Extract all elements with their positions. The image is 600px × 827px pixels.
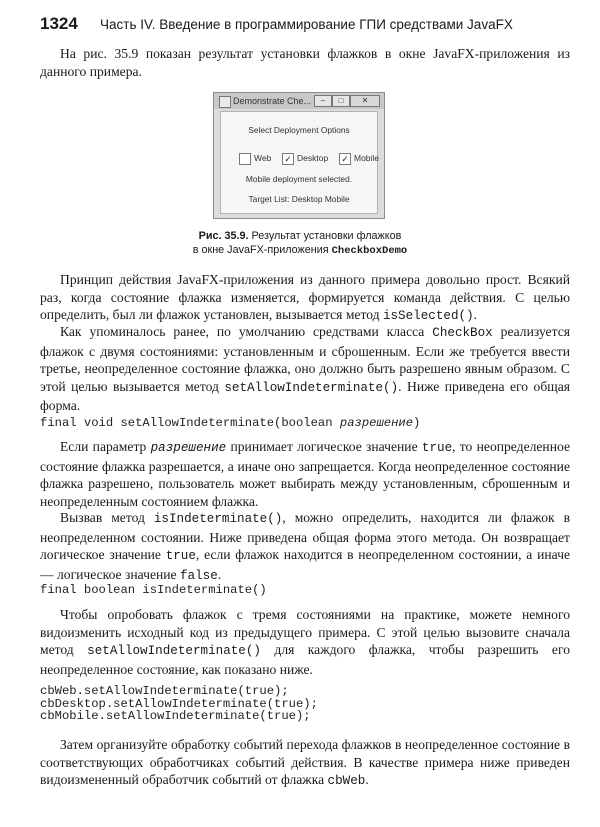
code1-suffix: ) [413,416,421,430]
p3-param: разрешение [150,441,227,455]
window-title: Demonstrate Che... [233,96,312,106]
app-icon [219,96,231,108]
p3-t1: Если параметр [60,439,151,454]
p6-t1: Затем организуйте обработку событий перехода флажков в неопределенное состояние в соответствующих обработчиках событий действия. В качестве примера ниже приведен видоизмененный обработчик событий от флажка [40,737,570,788]
code-line-1: cbWeb.setAllowIndeterminate(true); [40,684,289,698]
checkbox-mobile: ✓ [339,153,351,165]
p2-c2: setAllowIndeterminate() [224,380,399,395]
page-header [40,12,580,36]
maximize-icon: □ [332,95,350,107]
p5-t1: Чтобы опробовать флажок с тремя состояниями на практике, можете немного видоизменить исходный код из предыдущего примера. С этой целью вызовите сначала метод [40,607,570,658]
p4-t1: Вызвав метод [60,510,154,525]
figure-window [213,92,385,219]
window-content [220,111,378,214]
p6-t2: . [365,772,369,788]
code-line-3: cbMobile.setAllowIndeterminate(true); [40,709,311,723]
caption-code: CheckboxDemo [331,245,408,257]
p2-t2: реализуется флажок с двумя состояниями: установленным и сброшенным. Если же требуется ввести третье, неопределенное состояние флажка, оно должно быть разрешено явным образом. С этой целью вызывается метод [40,324,570,394]
checkbox-web-label: Web [254,153,272,163]
paragraph-principle [40,271,570,326]
paragraph-param [40,438,570,510]
caption-label: Рис. 35.9. [198,230,249,242]
p1-end: . [473,307,478,323]
checkbox-row [239,152,379,166]
window-titlebar [214,93,384,109]
p3-c1: true [421,441,453,455]
code-block-setallow [40,685,318,723]
checkbox-mobile-label: Mobile [354,153,380,163]
checkbox-desktop-label: Desktop [297,153,329,163]
paragraph-then [40,736,570,791]
p5-c1: setAllowIndeterminate() [87,644,261,659]
target-list-text: Target List: Desktop Mobile [248,194,350,204]
p6-c1: cbWeb [327,774,366,789]
p4-t3: , если флажок находится в неопределенном состоянии, а иначе — логическое значение [40,547,570,582]
figure-caption [150,229,450,258]
checkbox-desktop: ✓ [282,153,294,165]
intro-paragraph: На рис. 35.9 показан результат установки флажков в окне JavaFX-приложения из данного примера. [40,46,570,79]
p5-t2: для каждого флажка, чтобы разрешить его неопределенное состояние, как показано ниже. [40,642,570,677]
caption-text-2: в окне JavaFX-приложения [192,244,332,256]
p4-t4: . [217,566,222,582]
paragraph-checkbox-class [40,323,570,415]
caption-text-1: Результат установки флажков [248,230,402,242]
p2-t3: . Ниже приведена его общая форма. [40,378,570,414]
p4-c2: true [165,549,196,564]
paragraph-is-indeterminate [40,509,570,585]
p4-t2: , можно определить, находится ли флажок в неопределенном состоянии. Ниже приведена общая форма этого метода. Он возвращает логическое значение [40,510,570,563]
code-set-allow [40,417,420,430]
p3-t3: , то неопределенное состояние флажка разрешается, а иначе оно запрещается. Когда неопределенное состояние флажка разрешено, пользователь может выбирать между установленным, сброшенным и неопределенным состоянием флажка. [40,439,570,509]
page-number: 1324 [40,14,78,33]
p2-c1: CheckBox [432,326,493,340]
options-heading: Select Deployment Options [248,125,350,135]
p1-code: isSelected() [382,309,474,324]
p3-t2: принимает логическое значение [226,439,422,454]
status-text: Mobile deployment selected. [245,174,353,184]
running-title: Часть IV. Введение в программирование ГПИ средствами JavaFX [100,17,513,32]
code1-param: разрешение [339,416,414,430]
p4-c3: false [179,568,218,583]
code-is-indeterminate: final boolean isIndeterminate() [40,583,267,597]
p2-t1: Как упоминалось ранее, по умолчанию средствами класса [60,324,433,339]
code1-prefix: final void setAllowIndeterminate(boolean [40,416,340,430]
code-line-2: cbDesktop.setAllowIndeterminate(true); [40,696,318,711]
p4-c1: isIndeterminate() [153,512,283,526]
checkbox-web [239,153,251,165]
close-icon: ✕ [350,95,380,107]
p1-text: Принцип действия JavaFX-приложения из данного примера довольно прост. Всякий раз, когда состояние флажка изменяется, формируется команда действия. С целью определить, был ли флажок установлен, вызывается метод [40,272,570,323]
minimize-icon: – [314,95,332,107]
paragraph-try [40,606,570,678]
